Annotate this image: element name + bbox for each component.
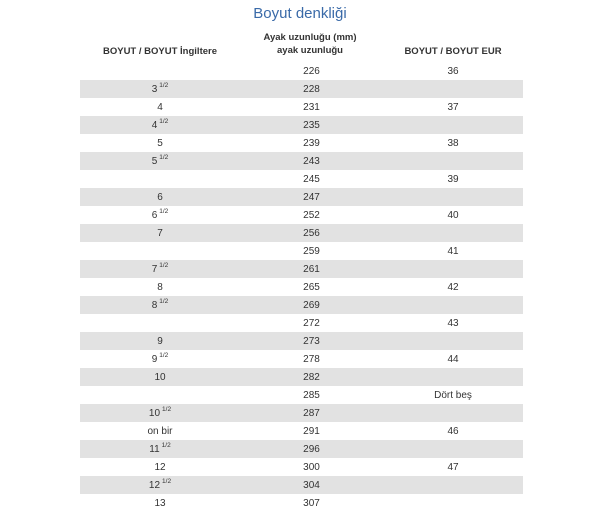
foot-length-cell: 272 bbox=[303, 317, 320, 329]
uk-size-cell bbox=[80, 405, 240, 419]
uk-size-cell bbox=[80, 138, 240, 149]
table-row bbox=[80, 62, 523, 80]
foot-length-cell: 252 bbox=[303, 209, 320, 221]
eur-size-cell: 36 bbox=[447, 65, 459, 77]
half-size-marker: 1/2 bbox=[161, 441, 171, 449]
uk-size-value: 7 bbox=[157, 227, 163, 239]
foot-length-cell: 287 bbox=[303, 407, 320, 419]
half-size-marker: 1/2 bbox=[159, 81, 169, 89]
uk-size-cell bbox=[80, 498, 240, 509]
eur-size-cell: 42 bbox=[447, 281, 459, 293]
table-row bbox=[80, 260, 523, 278]
half-size-marker: 1/2 bbox=[162, 405, 172, 413]
uk-size-cell bbox=[80, 102, 240, 113]
foot-length-cell: 228 bbox=[303, 83, 320, 95]
foot-length-cell: 296 bbox=[303, 443, 320, 455]
half-size-marker: 1/2 bbox=[162, 477, 172, 485]
uk-size-value: 4 bbox=[157, 101, 163, 113]
eur-size-cell: 38 bbox=[447, 137, 459, 149]
uk-size-value: 4 bbox=[151, 119, 158, 131]
half-size-marker: 1/2 bbox=[159, 261, 169, 269]
header-foot-length-line2: ayak uzunluğu bbox=[277, 45, 343, 56]
foot-length-cell: 245 bbox=[303, 173, 320, 185]
uk-size-value: 7 bbox=[151, 263, 158, 275]
half-size-marker: 1/2 bbox=[159, 297, 169, 305]
page-title: Boyut denkliği bbox=[253, 5, 347, 22]
half-size-marker: 1/2 bbox=[159, 153, 169, 161]
foot-length-cell: 239 bbox=[303, 137, 320, 149]
half-size-marker: 1/2 bbox=[159, 117, 169, 125]
uk-size-value: 13 bbox=[154, 497, 166, 509]
uk-size-cell bbox=[80, 81, 240, 95]
uk-size-value: 10 bbox=[154, 371, 166, 383]
eur-size-cell: 37 bbox=[447, 101, 459, 113]
uk-size-cell bbox=[80, 372, 240, 383]
foot-length-cell: 269 bbox=[303, 299, 320, 311]
foot-length-cell: 304 bbox=[303, 479, 320, 491]
header-foot-length-line1: Ayak uzunluğu (mm) bbox=[263, 32, 357, 43]
table-row bbox=[80, 206, 523, 224]
table-row bbox=[80, 98, 523, 116]
foot-length-cell: 261 bbox=[303, 263, 320, 275]
uk-size-cell bbox=[80, 117, 240, 131]
eur-size-cell: Dört beş bbox=[434, 389, 472, 401]
table-row bbox=[80, 422, 523, 440]
uk-size-cell bbox=[80, 351, 240, 365]
eur-size-cell: 44 bbox=[447, 353, 459, 365]
half-size-marker: 1/2 bbox=[159, 351, 169, 359]
uk-size-value: 12 bbox=[148, 479, 161, 491]
table-row bbox=[80, 134, 523, 152]
table-row bbox=[80, 242, 523, 260]
table-row bbox=[80, 116, 523, 134]
foot-length-cell: 282 bbox=[303, 371, 320, 383]
uk-size-cell bbox=[80, 282, 240, 293]
uk-size-value: 3 bbox=[151, 83, 158, 95]
foot-length-cell: 256 bbox=[303, 227, 320, 239]
uk-size-cell bbox=[80, 207, 240, 221]
table-row bbox=[80, 80, 523, 98]
table-row bbox=[80, 494, 523, 512]
table-row bbox=[80, 386, 523, 404]
table-row bbox=[80, 404, 523, 422]
table-row bbox=[80, 440, 523, 458]
uk-size-value: 10 bbox=[148, 407, 161, 419]
table-row bbox=[80, 296, 523, 314]
table-row bbox=[80, 314, 523, 332]
uk-size-value: on bir bbox=[147, 425, 173, 437]
uk-size-cell bbox=[80, 336, 240, 347]
table-row bbox=[80, 368, 523, 386]
uk-size-cell bbox=[80, 297, 240, 311]
eur-size-cell: 46 bbox=[447, 425, 459, 437]
header-eur-size: BOYUT / BOYUT EUR bbox=[404, 46, 502, 57]
uk-size-cell bbox=[80, 153, 240, 167]
uk-size-cell bbox=[80, 462, 240, 473]
uk-size-value: 9 bbox=[151, 353, 158, 365]
uk-size-value: 6 bbox=[151, 209, 158, 221]
table-row bbox=[80, 170, 523, 188]
foot-length-cell: 273 bbox=[303, 335, 320, 347]
table-row bbox=[80, 188, 523, 206]
table-row bbox=[80, 350, 523, 368]
uk-size-cell bbox=[80, 477, 240, 491]
foot-length-cell: 265 bbox=[303, 281, 320, 293]
uk-size-cell bbox=[80, 261, 240, 275]
table-row bbox=[80, 332, 523, 350]
eur-size-cell: 39 bbox=[447, 173, 459, 185]
uk-size-value: 5 bbox=[151, 155, 158, 167]
uk-size-value: 9 bbox=[157, 335, 163, 347]
foot-length-cell: 259 bbox=[303, 245, 320, 257]
table-row bbox=[80, 152, 523, 170]
foot-length-cell: 278 bbox=[303, 353, 320, 365]
half-size-marker: 1/2 bbox=[159, 207, 169, 215]
uk-size-value: 8 bbox=[157, 281, 163, 293]
uk-size-cell bbox=[80, 228, 240, 239]
foot-length-cell: 291 bbox=[303, 425, 320, 437]
uk-size-cell bbox=[80, 192, 240, 203]
eur-size-cell: 47 bbox=[447, 461, 459, 473]
foot-length-cell: 285 bbox=[303, 389, 320, 401]
table-row bbox=[80, 224, 523, 242]
foot-length-cell: 307 bbox=[303, 497, 320, 509]
table-row bbox=[80, 458, 523, 476]
uk-size-value: 6 bbox=[157, 191, 163, 203]
uk-size-cell bbox=[80, 426, 240, 437]
foot-length-cell: 247 bbox=[303, 191, 320, 203]
table-row bbox=[80, 476, 523, 494]
foot-length-cell: 300 bbox=[303, 461, 320, 473]
uk-size-value: 11 bbox=[149, 443, 160, 455]
foot-length-cell: 243 bbox=[303, 155, 320, 167]
foot-length-cell: 226 bbox=[303, 65, 320, 77]
header-uk-size: BOYUT / BOYUT İngiltere bbox=[102, 46, 217, 57]
uk-size-cell bbox=[80, 441, 240, 455]
uk-size-value: 12 bbox=[154, 461, 166, 473]
eur-size-cell: 43 bbox=[447, 317, 459, 329]
eur-size-cell: 41 bbox=[447, 245, 459, 257]
foot-length-cell: 235 bbox=[303, 119, 320, 131]
eur-size-cell: 40 bbox=[447, 209, 459, 221]
size-table bbox=[80, 62, 523, 512]
table-row bbox=[80, 278, 523, 296]
foot-length-cell: 231 bbox=[303, 101, 320, 113]
uk-size-value: 5 bbox=[157, 137, 163, 149]
header-foot-length bbox=[250, 31, 370, 57]
uk-size-value: 8 bbox=[151, 299, 158, 311]
